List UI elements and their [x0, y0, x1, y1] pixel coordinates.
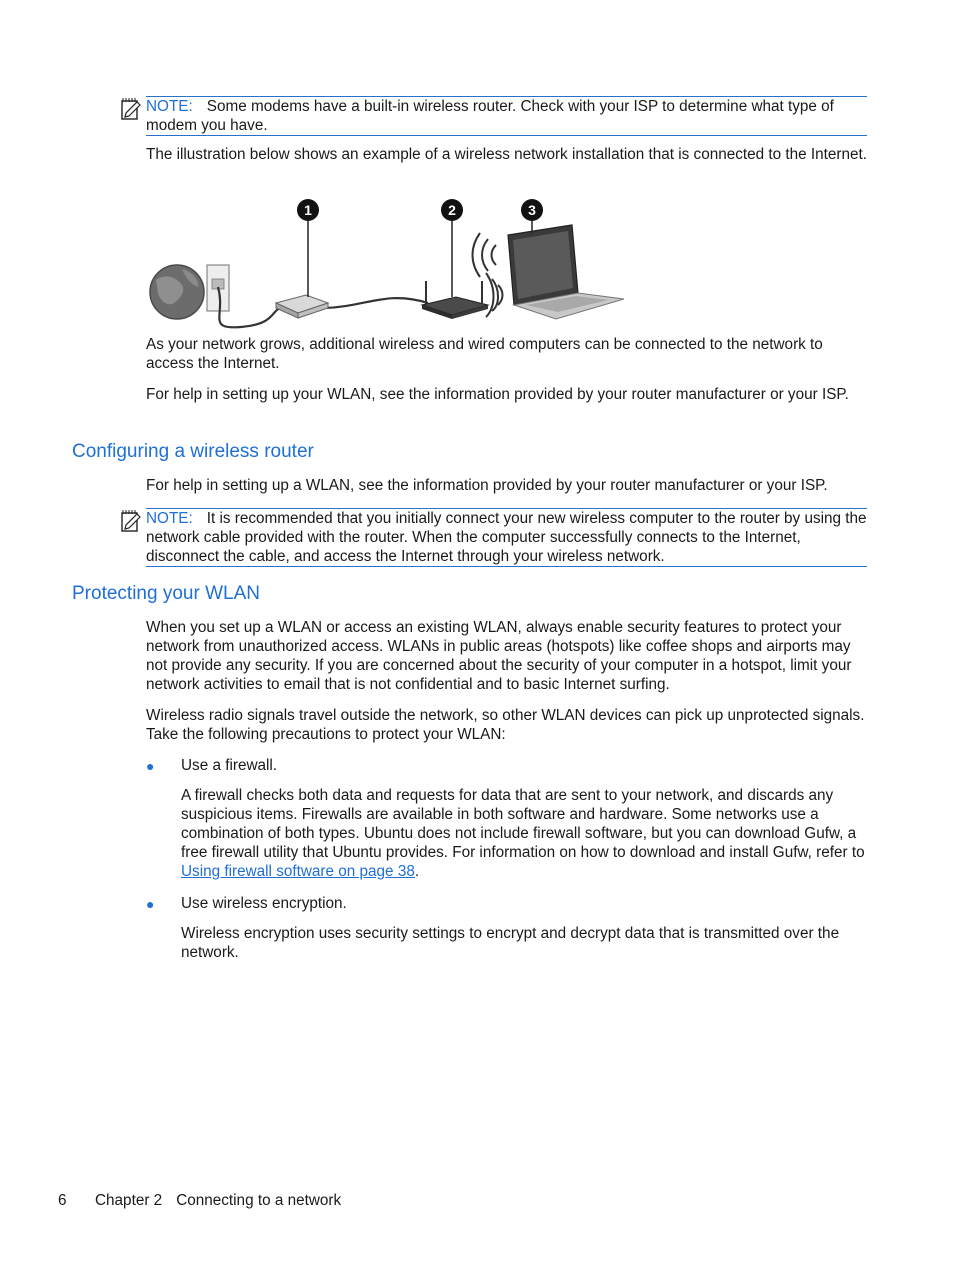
page-footer	[58, 1191, 341, 1210]
callout-1	[297, 199, 319, 221]
bullet-marker: ●	[146, 896, 155, 912]
laptop-icon	[508, 225, 624, 319]
router-icon	[422, 281, 488, 319]
modem-icon	[276, 295, 328, 318]
note-label: NOTE:	[146, 510, 193, 527]
note-icon	[120, 509, 142, 533]
encryption-paragraph: Wireless encryption uses security settings to encrypt and decrypt data that is transmitted over the network.	[181, 925, 840, 961]
grow-paragraph: As your network grows, additional wireless and wired computers can be connected to the network to access the Internet.	[146, 336, 823, 372]
section-heading-protecting: Protecting your WLAN	[72, 583, 260, 604]
firewall-text: A firewall checks both data and requests for data that are sent to your network, and discards any suspicious items. Firewalls are available in both software and hardware. Some networks use a combination of both types. Ubuntu does not include firewall software, but you can download Gufw, a free firewall utility that Ubuntu provides. For information on how to download and install Gufw, refer to	[181, 787, 865, 861]
firewall-paragraph	[181, 786, 871, 881]
svg-text:1: 1	[304, 202, 312, 218]
svg-text:3: 3	[528, 202, 536, 218]
note-text: It is recommended that you initially connect your new wireless computer to the router by using the network cable provided with the router. When the computer successfully connects to the Internet, disconnect the cable, and access the Internet through your wireless network.	[146, 510, 867, 565]
intro-paragraph: The illustration below shows an example of a wireless network installation that is connected to the Internet.	[146, 146, 868, 163]
protecting-paragraph-2: Wireless radio signals travel outside the network, so other WLAN devices can pick up unprotected signals. Take the following precautions to protect your WLAN:	[146, 707, 865, 743]
firewall-text-end: .	[414, 863, 420, 880]
note-box	[146, 508, 867, 567]
configuring-paragraph: For help in setting up a WLAN, see the information provided by your router manufacturer or your ISP.	[146, 477, 828, 494]
note-box	[146, 96, 867, 136]
help-paragraph: For help in setting up your WLAN, see the information provided by your router manufacturer or your ISP.	[146, 386, 849, 403]
note-label: NOTE:	[146, 98, 193, 115]
page-number: 6	[58, 1192, 67, 1209]
note-icon	[120, 97, 142, 121]
note-text: Some modems have a built-in wireless router. Check with your ISP to determine what type of modem you have.	[146, 98, 834, 134]
globe-icon	[150, 265, 204, 319]
protecting-paragraph-1: When you set up a WLAN or access an existing WLAN, always enable security features to protect your network from unauthorized access. WLANs in public areas (hotspots) like coffee shops and airports may not provide any security. If you are concerned about the security of your computer in a hotspot, limit your network activities to email that is not confidential and to basic Internet surfing.	[146, 619, 852, 693]
callout-2	[441, 199, 463, 221]
chapter-title: Connecting to a network	[176, 1192, 342, 1209]
svg-text:2: 2	[448, 202, 456, 218]
callout-3	[521, 199, 543, 221]
bullet-marker: ●	[146, 758, 155, 774]
network-illustration	[146, 195, 631, 335]
section-heading-configuring: Configuring a wireless router	[72, 441, 314, 462]
firewall-software-link[interactable]: Using firewall software on page 38	[181, 863, 415, 880]
bullet-firewall: Use a firewall.	[181, 757, 278, 774]
chapter-label: Chapter 2	[95, 1192, 163, 1209]
bullet-encryption: Use wireless encryption.	[181, 895, 347, 912]
